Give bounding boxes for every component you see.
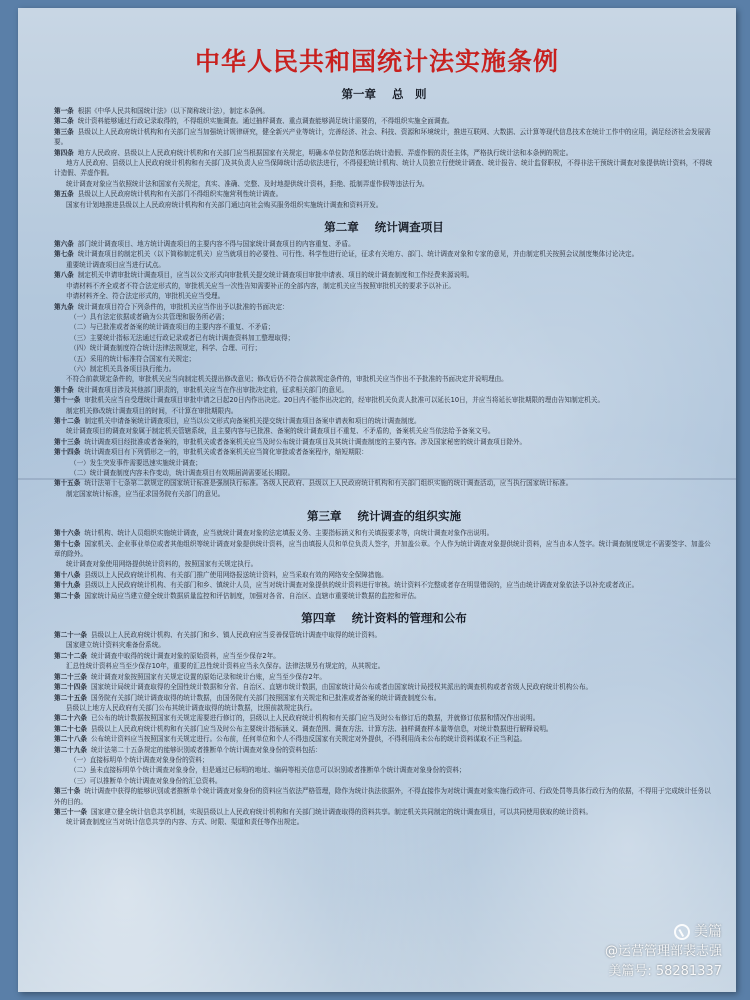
article-text: （三）可以推断单个统计调查对象身份的汇总资料。 [70, 776, 222, 785]
article-text: 已公布的统计数据按照国家有关规定需要进行修订的，县级以上人民政府统计机构和有关部门应当及时公布修订后的数据，并就修订依据和情况作出说明。 [90, 714, 540, 723]
article-paragraph [54, 281, 714, 291]
chapter-number: 第二章 [324, 220, 359, 235]
article-paragraph [54, 651, 714, 661]
article-paragraph [54, 426, 714, 436]
article-paragraph [54, 158, 714, 179]
article-paragraph [54, 458, 714, 468]
article-text: 地方人民政府、县级以上人民政府统计机构和有关部门应当根据国家有关规定，明确本单位防范和惩治统计造假、弄虚作假的责任主体，严格执行统计法和本条例的规定。 [77, 148, 573, 157]
article-text: 根据《中华人民共和国统计法》（以下简称统计法），制定本条例。 [77, 107, 269, 115]
chapter-gap [54, 499, 714, 502]
article-paragraph [54, 249, 714, 259]
article-paragraph [54, 354, 714, 364]
article-text: 县级以上人民政府统计机构和有关部门应当加强统计规律研究，健全新兴产业等统计，完善经济、社会、科技、资源和环境统计，推进互联网、大数据、云计算等现代信息技术在统计工作中的应用，满足经济社会发展需要。 [54, 127, 711, 147]
article-paragraph [54, 528, 714, 538]
article-number: 第十九条 [54, 581, 81, 590]
article-text: （三）主要统计指标无法通过行政记录或者已有统计调查资料加工整理取得； [70, 333, 295, 342]
chapter-number: 第三章 [307, 509, 342, 524]
document-body [18, 86, 736, 831]
article-paragraph [54, 672, 714, 682]
article-number: 第二十五条 [54, 693, 87, 702]
article-text: （五）采用的统计标准符合国家有关规定； [70, 354, 196, 363]
article-text: 制定国家统计标准，应当征求国务院有关部门的意见。 [66, 489, 225, 498]
article-text: 公布统计资料应当按照国家有关规定进行。公布前，任何单位和个人不得违反国家有关规定对外提供，不得利用尚未公布的统计资料谋取不正当利益。 [90, 735, 527, 744]
article-paragraph [54, 406, 714, 416]
article-text: 县级以上人民政府统计机构和有关部门不得组织实施营利性统计调查。 [77, 190, 283, 199]
article-text: 国家建立统计资料灾难备份系统。 [66, 641, 165, 650]
article-paragraph [54, 148, 714, 158]
article-text: 统计调查对象按照国家有关规定设置的原始记录和统计台账，应当至少保存2年。 [90, 672, 326, 681]
chapter-heading [54, 86, 714, 102]
article-paragraph [54, 489, 714, 499]
article-text: （六）制定机关具备项目执行能力。 [70, 364, 176, 373]
article-paragraph [54, 312, 714, 322]
article-text: 国务院有关部门统计调查取得的统计数据，由国务院有关部门按照国家有关规定和已批准或者备案的统计调查制度公布。 [90, 693, 441, 702]
article-text: （一）发生突发事件需要迅速实施统计调查； [70, 458, 202, 467]
article-text: 统计调查项目的制定机关（以下简称制定机关）应当就项目的必要性、可行性、科学性进行论证，征求有关地方、部门、统计调查对象和专家的意见，并由制定机关按照会议制度集体讨论决定。 [77, 250, 639, 259]
article-text: 申请材料齐全、符合法定形式的，审批机关应当受理。 [66, 292, 225, 301]
article-text: 制定机关申请备案统计调查项目，应当以公文形式向备案机关提交统计调查项目备案申请表和项目的统计调查制度。 [84, 416, 421, 425]
article-text: 统计调查项目的调查对象属于制定机关管辖系统，且主要内容与已批准、备案的统计调查项目不重复、不矛盾的，备案机关应当依法给予备案文号。 [66, 427, 495, 436]
meipian-logo-icon [674, 924, 690, 940]
article-text: 国家统计局应当建立健全统计数据质量监控和评估制度，加强对各省、自治区、直辖市重要统计数据的监控和评估。 [84, 591, 421, 600]
article-paragraph [54, 630, 714, 640]
article-text: （四）统计调查制度符合统计法律法规规定，科学、合理、可行； [70, 344, 262, 353]
article-number: 第二十三条 [54, 672, 87, 681]
article-paragraph [54, 343, 714, 353]
article-paragraph [54, 200, 714, 210]
article-paragraph [54, 364, 714, 374]
article-text: 统计调查项目经批准或者备案的，审批机关或者备案机关应当及时公布统计调查项目及其统计调查制度的主要内容。涉及国家秘密的统计调查项目除外。 [84, 437, 527, 446]
article-number: 第二十六条 [54, 714, 87, 723]
document-title: 中华人民共和国统计法实施条例 [194, 47, 559, 76]
article-paragraph [54, 693, 714, 703]
article-paragraph [54, 291, 714, 301]
article-number: 第二十九条 [54, 745, 87, 754]
chapter-number: 第四章 [301, 611, 336, 626]
article-number: 第二十四条 [54, 683, 87, 692]
article-text: 统计调查对象应当依照统计法和国家有关规定，真实、准确、完整、及时地提供统计资料，拒绝、抵制弄虚作假等违法行为。 [66, 179, 429, 188]
article-paragraph [54, 322, 714, 332]
article-paragraph [54, 437, 714, 447]
paper-fold [18, 478, 736, 480]
article-text: 国家机关、企业事业单位或者其他组织等统计调查对象提供统计资料，应当由填报人员和单位负责人签字，并加盖公章。个人作为统计调查对象提供统计资料，应当由本人签字。统计调查制度规定不需要签字、加盖公章的除外。 [54, 539, 711, 559]
article-paragraph [54, 817, 714, 827]
article-text: 制定机关申请审批统计调查项目，应当以公文形式向审批机关提交统计调查项目审批申请表、项目的统计调查制度和工作经费来源说明。 [77, 271, 474, 280]
article-text: （二）虽未直接标明单个统计调查对象身份，但是通过已标明的地址、编码等相关信息可以识别或者推断单个统计调查对象身份的资料； [70, 766, 466, 775]
article-text: 国家统计局统计调查取得的全国性统计数据和分省、自治区、直辖市统计数据，由国家统计局公布或者由国家统计局授权其派出的调查机构或者省级人民政府统计机构公布。 [90, 683, 593, 692]
article-text: 申请材料不齐全或者不符合法定形式的，审批机关应当一次性告知需要补正的全部内容，制定机关应当按照审批机关的要求予以补正。 [66, 281, 456, 290]
article-paragraph [54, 755, 714, 765]
article-text: 国家建立健全统计信息共享机制，实现县级以上人民政府统计机构和有关部门统计调查取得的资料共享。制定机关共同制定的统计调查项目，可以共同使用获取的统计资料。 [90, 807, 593, 816]
article-text: 制定机关修改统计调查项目的时间，不计算在审批期限内。 [66, 406, 238, 415]
article-text: 统计调查项目涉及其他部门职责的，审批机关应当在作出审批决定前，征求相关部门的意见。 [77, 385, 349, 394]
article-number: 第九条 [54, 302, 74, 311]
chapter-heading [54, 610, 714, 626]
article-text: 地方人民政府、县级以上人民政府统计机构和有关部门及其负责人应当保障统计活动依法进行，不得侵犯统计机构、统计人员独立行使统计调查、统计报告、统计监督职权，不得非法干预统计调查对象提供统计资料，不得统计造假、弄虚作假。 [54, 159, 713, 178]
article-number: 第二十条 [54, 591, 81, 600]
article-paragraph [54, 559, 714, 569]
article-paragraph [54, 539, 714, 560]
article-text: （二）统计调查制度内容未作变动，统计调查项目有效期届满需要延长期限。 [70, 469, 295, 477]
chapter-gap [54, 601, 714, 604]
watermark-author: @运营管理部裴志强 [604, 944, 722, 959]
article-text: 统计机构、统计人员组织实施统计调查，应当就统计调查对象的法定填报义务、主要指标涵义和有关填报要求等，向统计调查对象作出说明。 [84, 529, 494, 538]
article-text: 统计调查中获得的能够识别或者推断单个统计调查对象身份的资料应当依法严格管理，除作为统计执法依据外，不得直接作为对统计调查对象实施行政许可、行政处罚等具体行政行为的依据，不得用于完成统计任务以外的目的。 [54, 787, 711, 806]
article-text: 部门统计调查项目、地方统计调查项目的主要内容不得与国家统计调查项目的内容重复、矛盾。 [77, 240, 355, 249]
watermark [605, 922, 722, 982]
article-number: 第八条 [54, 271, 74, 280]
article-number: 第十条 [54, 385, 74, 394]
chapter-heading [54, 508, 714, 524]
article-text: 统计调查制度应当对统计信息共享的内容、方式、时限、渠道和责任等作出规定。 [66, 818, 304, 827]
article-text: 县级以上地方人民政府有关部门公布其统计调查取得的统计数据，比照前款规定执行。 [66, 703, 317, 712]
article-text: 统计调查项目有下列情形之一的，审批机关或者备案机关应当简化审批或者备案程序，缩短期限： [84, 448, 368, 457]
article-paragraph [54, 416, 714, 426]
regulation-poster [18, 8, 736, 992]
article-number: 第十八条 [54, 570, 81, 579]
article-paragraph [54, 106, 714, 116]
article-paragraph [54, 570, 714, 580]
article-number: 第二十八条 [54, 735, 87, 744]
article-paragraph [54, 302, 714, 312]
article-text: 审批机关应当自受理统计调查项目审批申请之日起20日内作出决定。20日内不能作出决定的，经审批机关负责人批准可以延长10日，并应当将延长审批期限的理由告知制定机关。 [84, 396, 605, 405]
article-text: 统计法第二十五条规定的能够识别或者推断单个统计调查对象身份的资料包括： [90, 745, 322, 754]
article-paragraph [54, 333, 714, 343]
article-paragraph [54, 765, 714, 775]
article-paragraph [54, 682, 714, 692]
article-number: 第十七条 [54, 539, 81, 548]
article-paragraph [54, 447, 714, 457]
article-paragraph [54, 745, 714, 755]
article-text: 县级以上人民政府统计机构、有关部门和乡、镇统计人员，应当对统计调查对象提供的统计资料进行审核。统计资料不完整或者存在明显错误的，应当由统计调查对象依法予以补充或者改正。 [84, 581, 639, 590]
article-number: 第十三条 [54, 437, 81, 446]
article-number: 第一条 [54, 107, 74, 115]
article-number: 第十二条 [54, 416, 81, 425]
article-text: 汇总性统计资料应当至少保存10年，重要的汇总性统计资料应当永久保存。法律法规另有规定的，从其规定。 [66, 662, 385, 671]
article-number: 第二条 [54, 117, 74, 126]
article-paragraph [54, 239, 714, 249]
chapter-gap [54, 828, 714, 831]
article-paragraph [54, 661, 714, 671]
article-paragraph [54, 179, 714, 189]
article-number: 第十四条 [54, 448, 81, 457]
article-paragraph [54, 385, 714, 395]
article-number: 第三十条 [54, 787, 81, 796]
chapter-name: 统计资料的管理和公布 [351, 611, 467, 626]
article-text: 县级以上人民政府统计机构、有关部门和乡、镇人民政府应当妥善保管统计调查中取得的统计资料。 [90, 631, 382, 640]
article-number: 第二十七条 [54, 724, 87, 733]
article-number: 第四条 [54, 148, 74, 157]
article-text: （一）具有法定依据或者确为公共管理和服务所必需； [70, 312, 229, 321]
chapter-name: 总 则 [392, 87, 427, 101]
chapter-gap [54, 210, 714, 213]
article-paragraph [54, 640, 714, 650]
article-text: 重要统计调查项目应当进行试点。 [66, 260, 165, 269]
article-text: 不符合前款规定条件的，审批机关应当向制定机关提出修改意见；修改后仍不符合前款规定条件的，审批机关应当作出不予批准的书面决定并说明理由。 [66, 375, 508, 384]
article-paragraph [54, 724, 714, 734]
article-paragraph [54, 703, 714, 713]
article-paragraph [54, 776, 714, 786]
article-paragraph [54, 270, 714, 280]
article-text: 县级以上人民政府统计机构和有关部门应当及时公布主要统计指标涵义、调查范围、调查方法、计算方法、抽样调查样本量等信息，对统计数据进行解释说明。 [90, 724, 553, 733]
article-paragraph [54, 260, 714, 270]
article-paragraph [54, 189, 714, 199]
article-paragraph [54, 468, 714, 478]
article-paragraph [54, 591, 714, 601]
article-text: 统计调查项目符合下列条件的，审批机关应当作出予以批准的书面决定： [77, 302, 289, 311]
article-text: （一）直接标明单个统计调查对象身份的资料； [70, 755, 209, 764]
chapter-number: 第一章 [341, 87, 376, 101]
article-number: 第十一条 [54, 396, 81, 405]
article-number: 第三条 [54, 127, 74, 136]
article-text: 县级以上人民政府统计机构、有关部门推广使用网络报送统计资料，应当采取有效的网络安全保障措施。 [84, 570, 388, 579]
chapter-name: 统计调查项目 [374, 220, 444, 235]
chapter-name: 统计调查的组织实施 [357, 509, 461, 524]
article-paragraph [54, 374, 714, 384]
article-number: 第二十一条 [54, 631, 87, 640]
article-text: 统计调查中取得的统计调查对象的原始资料，应当至少保存2年。 [90, 651, 280, 660]
article-text: （二）与已批准或者备案的统计调查项目的主要内容不重复、不矛盾； [70, 323, 275, 332]
article-number: 第三十一条 [54, 807, 87, 816]
article-paragraph [54, 116, 714, 126]
article-text: 统计法第十七条第二款规定的国家统计标准是强制执行标准。各级人民政府、县级以上人民政府统计机构和有关部门组织实施的统计调查活动，应当执行国家统计标准。 [84, 479, 573, 488]
article-number: 第六条 [54, 240, 74, 249]
article-paragraph [54, 734, 714, 744]
article-text: 统计调查对象使用网络提供统计资料的，按照国家有关规定执行。 [66, 560, 258, 569]
article-paragraph [54, 807, 714, 817]
article-paragraph [54, 786, 714, 807]
article-paragraph [54, 580, 714, 590]
watermark-brand: 美篇 [694, 924, 722, 940]
article-paragraph [54, 395, 714, 405]
article-text: 统计资料能够通过行政记录取得的，不得组织实施调查。通过抽样调查、重点调查能够满足统计需要的，不得组织实施全面调查。 [77, 117, 454, 126]
chapter-heading [54, 219, 714, 235]
article-number: 第二十二条 [54, 651, 87, 660]
watermark-logo [605, 922, 722, 942]
watermark-id: 美篇号: 58281337 [608, 964, 722, 979]
article-paragraph [54, 127, 714, 148]
article-number: 第五条 [54, 190, 74, 199]
article-number: 第十五条 [54, 479, 81, 488]
article-paragraph [54, 713, 714, 723]
article-text: 国家有计划地推进县级以上人民政府统计机构和有关部门通过向社会购买服务组织实施统计调查和资料开发。 [66, 200, 383, 209]
article-number: 第十六条 [54, 529, 81, 538]
article-number: 第七条 [54, 250, 74, 259]
